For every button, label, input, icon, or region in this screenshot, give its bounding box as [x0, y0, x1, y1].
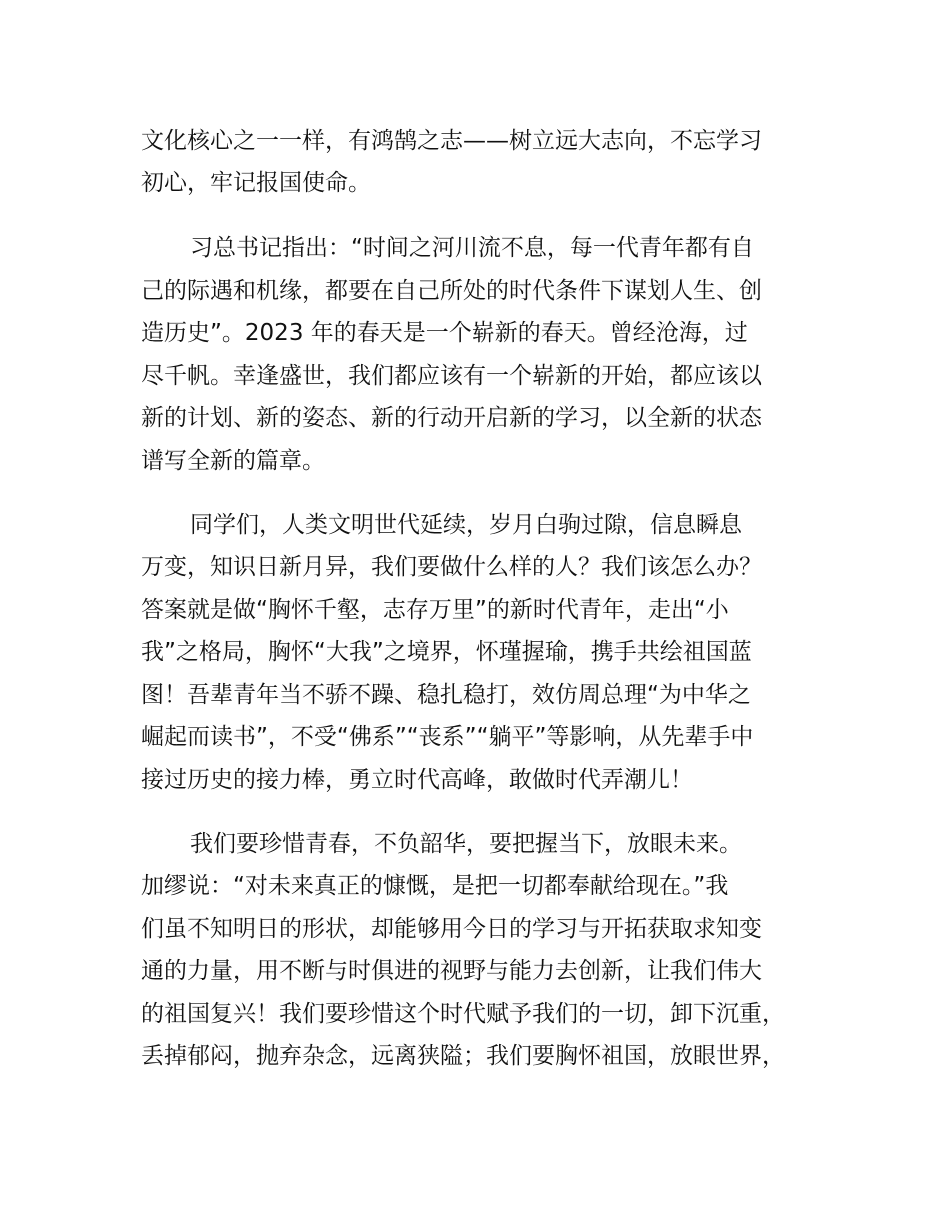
text-line: 同学们，人类文明世代延续，岁月白驹过隙，信息瞬息	[190, 512, 742, 538]
text-line: 们虽不知明日的形状，却能够用今日的学习与开拓获取求知变	[141, 916, 762, 942]
text-line: 万变，知识日新月异，我们要做什么样的人？我们该怎么办？	[141, 554, 762, 580]
text-line: 初心，牢记报国使命。	[141, 170, 371, 196]
text-line: 造历史”。2023 年的春天是一个崭新的春天。曾经沧海，过	[141, 320, 748, 346]
text-line: 答案就是做“胸怀千壑，志存万里”的新时代青年，走出“小	[141, 597, 729, 623]
text-line: 加缪说：“对未来真正的慷慨，是把一切都奉献给现在。”我	[141, 873, 729, 899]
text-line: 崛起而读书”，不受“佛系”“丧系”“躺平”等影响，从先辈手中	[141, 724, 754, 750]
text-line: 谱写全新的篇章。	[141, 448, 325, 474]
text-line: 我”之格局，胸怀“大我”之境界，怀瑾握瑜，携手共绘祖国蓝	[141, 639, 752, 665]
text-line: 丢掉郁闷，抛弃杂念，远离狭隘；我们要胸怀祖国，放眼世界，	[141, 1043, 785, 1069]
text-line: 新的计划、新的姿态、新的行动开启新的学习，以全新的状态	[141, 405, 762, 431]
text-line: 文化核心之一一样，有鸿鹄之志——树立远大志向，不忘学习	[141, 128, 762, 154]
text-line: 的祖国复兴！我们要珍惜这个时代赋予我们的一切，卸下沉重，	[141, 1001, 785, 1027]
text-line: 我们要珍惜青春，不负韶华，要把握当下，放眼未来。	[190, 831, 742, 857]
text-line: 己的际遇和机缘，都要在自己所处的时代条件下谋划人生、创	[141, 278, 762, 304]
text-line: 习总书记指出：“时间之河川流不息，每一代青年都有自	[190, 235, 754, 261]
text-line: 尽千帆。幸逢盛世，我们都应该有一个崭新的开始，都应该以	[141, 363, 762, 389]
text-line: 通的力量，用不断与时俱进的视野与能力去创新，让我们伟大	[141, 958, 762, 984]
text-line: 接过历史的接力棒，勇立时代高峰，敢做时代弄潮儿！	[141, 767, 693, 793]
text-line: 图！吾辈青年当不骄不躁、稳扎稳打，效仿周总理“为中华之	[141, 682, 751, 708]
